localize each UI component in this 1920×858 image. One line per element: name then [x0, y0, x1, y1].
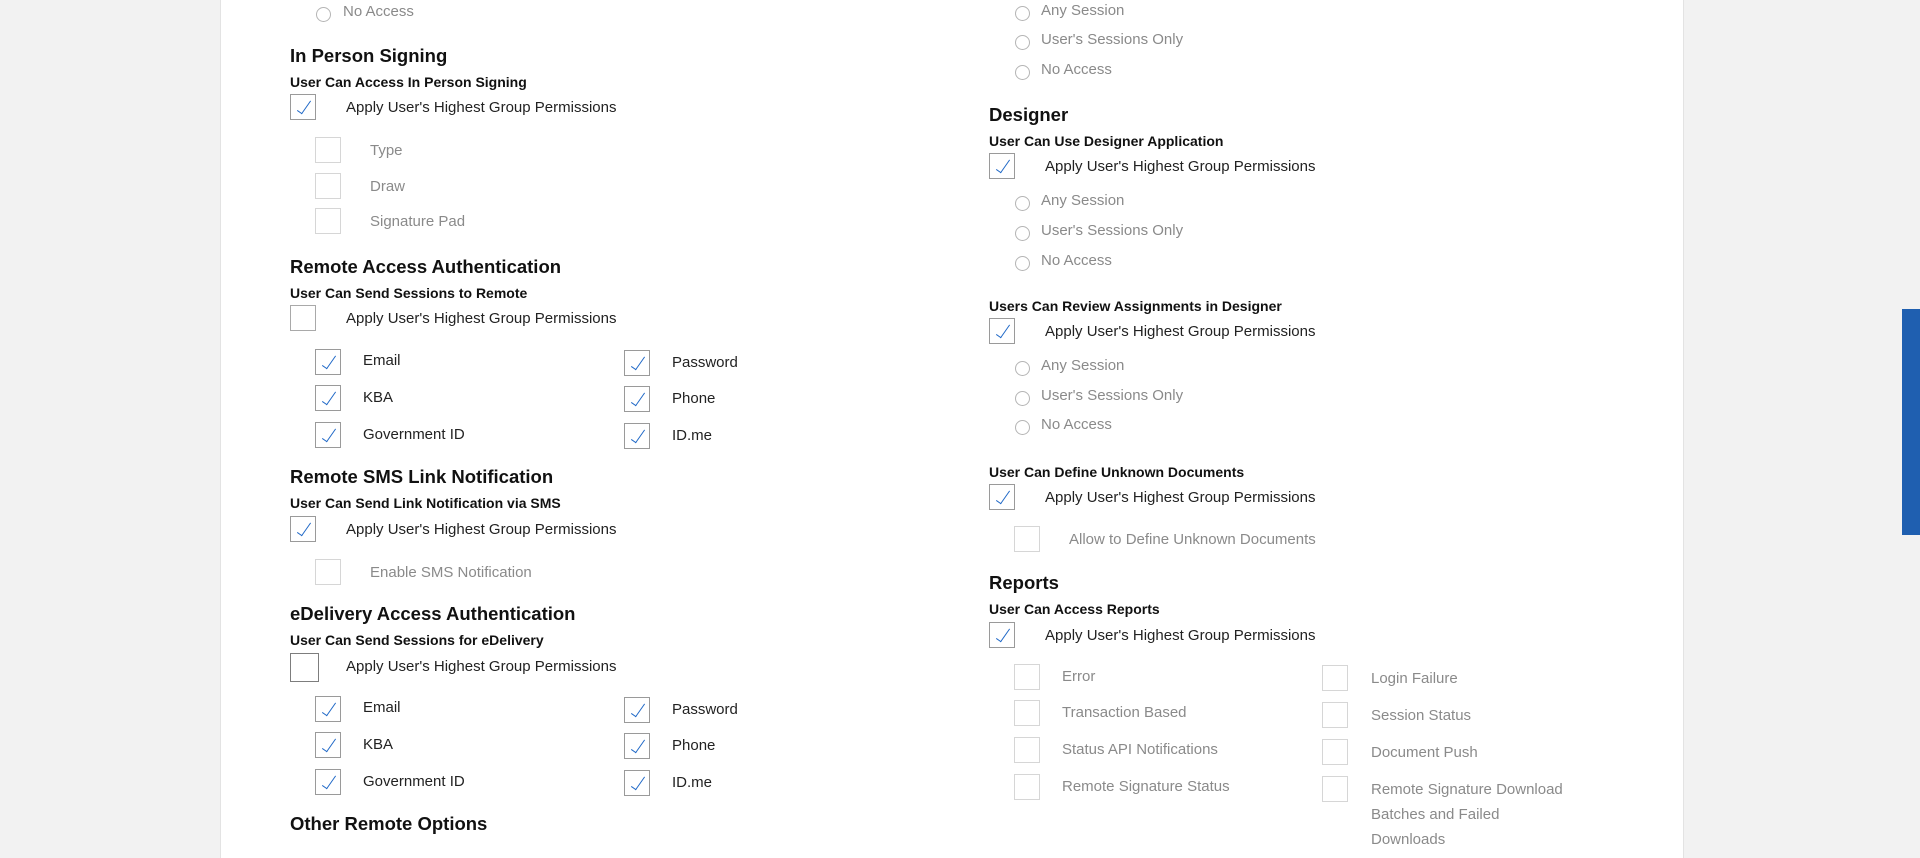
radio-no-access[interactable]	[1015, 420, 1030, 435]
apply-group-permissions-label: Apply User's Highest Group Permissions	[1045, 323, 1316, 340]
phone-checkbox[interactable]	[624, 386, 650, 412]
kba-label: KBA	[363, 389, 394, 406]
transaction-based-report-label: Transaction Based	[1062, 704, 1187, 721]
login-failure-report-checkbox[interactable]	[1322, 665, 1348, 691]
password-checkbox[interactable]	[624, 350, 650, 376]
kba-checkbox[interactable]	[315, 385, 341, 411]
radio-users-sessions-only[interactable]	[1015, 226, 1030, 241]
radio-label: No Access	[1041, 252, 1112, 269]
permissions-panel	[220, 0, 1684, 858]
idme-checkbox[interactable]	[624, 423, 650, 449]
remote-signature-download-label-line-3: Downloads	[1371, 831, 1446, 848]
session-status-report-label: Session Status	[1371, 707, 1472, 724]
kba-label: KBA	[363, 736, 394, 753]
kba-checkbox[interactable]	[315, 732, 341, 758]
radio-label: Any Session	[1041, 357, 1125, 374]
type-label: Type	[370, 142, 403, 159]
apply-group-permissions-checkbox[interactable]	[989, 622, 1015, 648]
radio-label: Any Session	[1041, 192, 1125, 209]
radio-any-session[interactable]	[1015, 6, 1030, 21]
idme-checkbox[interactable]	[624, 770, 650, 796]
section-title-in-person-signing: In Person Signing	[290, 45, 448, 66]
section-title-remote-access-authentication: Remote Access Authentication	[290, 256, 562, 277]
section-subtitle: User Can Access In Person Signing	[290, 74, 527, 90]
remote-signature-download-label-line-2: Batches and Failed	[1371, 806, 1500, 823]
apply-group-permissions-checkbox[interactable]	[290, 653, 319, 682]
enable-sms-notification-label: Enable SMS Notification	[370, 564, 532, 581]
section-subtitle: Users Can Review Assignments in Designer	[989, 298, 1282, 314]
password-checkbox[interactable]	[624, 697, 650, 723]
government-id-label: Government ID	[363, 773, 465, 790]
idme-label: ID.me	[672, 427, 713, 444]
idme-label: ID.me	[672, 774, 713, 791]
radio-no-access[interactable]	[1015, 65, 1030, 80]
phone-label: Phone	[672, 737, 716, 754]
status-api-notifications-report-checkbox[interactable]	[1014, 737, 1040, 763]
apply-group-permissions-checkbox[interactable]	[290, 94, 316, 120]
signature-pad-checkbox[interactable]	[315, 208, 341, 234]
apply-group-permissions-checkbox[interactable]	[989, 153, 1015, 179]
radio-label: User's Sessions Only	[1041, 387, 1184, 404]
remote-signature-status-report-checkbox[interactable]	[1014, 774, 1040, 800]
apply-group-permissions-checkbox[interactable]	[290, 305, 316, 331]
section-subtitle: User Can Use Designer Application	[989, 133, 1224, 149]
government-id-checkbox[interactable]	[315, 769, 341, 795]
radio-label: No Access	[1041, 61, 1112, 78]
government-id-label: Government ID	[363, 426, 465, 443]
session-status-report-checkbox[interactable]	[1322, 702, 1348, 728]
apply-group-permissions-label: Apply User's Highest Group Permissions	[1045, 158, 1316, 175]
scrollbar-thumb[interactable]	[1902, 309, 1920, 535]
apply-group-permissions-checkbox[interactable]	[989, 318, 1015, 344]
apply-group-permissions-label: Apply User's Highest Group Permissions	[1045, 627, 1316, 644]
signature-pad-label: Signature Pad	[370, 213, 466, 230]
radio-label: User's Sessions Only	[1041, 222, 1184, 239]
section-subtitle: User Can Access Reports	[989, 601, 1160, 617]
section-subtitle: User Can Send Sessions to Remote	[290, 285, 528, 301]
apply-group-permissions-checkbox[interactable]	[989, 484, 1015, 510]
phone-label: Phone	[672, 390, 716, 407]
email-label: Email	[363, 699, 401, 716]
error-report-label: Error	[1062, 668, 1096, 685]
draw-label: Draw	[370, 178, 406, 195]
allow-define-unknown-documents-checkbox[interactable]	[1014, 526, 1040, 552]
section-subtitle: User Can Define Unknown Documents	[989, 464, 1245, 480]
error-report-checkbox[interactable]	[1014, 664, 1040, 690]
section-title-other-remote-options: Other Remote Options	[290, 813, 488, 834]
password-label: Password	[672, 354, 738, 371]
section-title-reports: Reports	[989, 572, 1059, 593]
type-checkbox[interactable]	[315, 137, 341, 163]
apply-group-permissions-label: Apply User's Highest Group Permissions	[346, 658, 617, 675]
remote-signature-download-report-checkbox[interactable]	[1322, 776, 1348, 802]
government-id-checkbox[interactable]	[315, 422, 341, 448]
radio-label: No Access	[1041, 416, 1112, 433]
radio-no-access[interactable]	[1015, 256, 1030, 271]
section-subtitle: User Can Send Link Notification via SMS	[290, 495, 561, 511]
radio-label: User's Sessions Only	[1041, 31, 1184, 48]
radio-users-sessions-only[interactable]	[1015, 35, 1030, 50]
allow-define-unknown-documents-label: Allow to Define Unknown Documents	[1069, 531, 1316, 548]
login-failure-report-label: Login Failure	[1371, 670, 1458, 687]
status-api-notifications-report-label: Status API Notifications	[1062, 741, 1218, 758]
document-push-report-label: Document Push	[1371, 744, 1478, 761]
radio-any-session[interactable]	[1015, 361, 1030, 376]
radio-users-sessions-only[interactable]	[1015, 391, 1030, 406]
document-push-report-checkbox[interactable]	[1322, 739, 1348, 765]
section-title-designer: Designer	[989, 104, 1069, 125]
apply-group-permissions-label: Apply User's Highest Group Permissions	[346, 99, 617, 116]
section-title-remote-sms-link-notification: Remote SMS Link Notification	[290, 466, 554, 487]
apply-group-permissions-checkbox[interactable]	[290, 516, 316, 542]
radio-label: Any Session	[1041, 2, 1125, 19]
draw-checkbox[interactable]	[315, 173, 341, 199]
section-title-edelivery-access-authentication: eDelivery Access Authentication	[290, 603, 576, 624]
phone-checkbox[interactable]	[624, 733, 650, 759]
radio-no-access[interactable]	[316, 7, 331, 22]
enable-sms-notification-checkbox[interactable]	[315, 559, 341, 585]
radio-any-session[interactable]	[1015, 196, 1030, 211]
remote-signature-download-label-line-1: Remote Signature Download	[1371, 781, 1563, 798]
remote-signature-status-report-label: Remote Signature Status	[1062, 778, 1230, 795]
email-checkbox[interactable]	[315, 349, 341, 375]
email-label: Email	[363, 352, 401, 369]
transaction-based-report-checkbox[interactable]	[1014, 700, 1040, 726]
radio-label: No Access	[343, 3, 414, 20]
apply-group-permissions-label: Apply User's Highest Group Permissions	[346, 310, 617, 327]
password-label: Password	[672, 701, 738, 718]
apply-group-permissions-label: Apply User's Highest Group Permissions	[346, 521, 617, 538]
apply-group-permissions-label: Apply User's Highest Group Permissions	[1045, 489, 1316, 506]
email-checkbox[interactable]	[315, 696, 341, 722]
section-subtitle: User Can Send Sessions for eDelivery	[290, 632, 544, 648]
